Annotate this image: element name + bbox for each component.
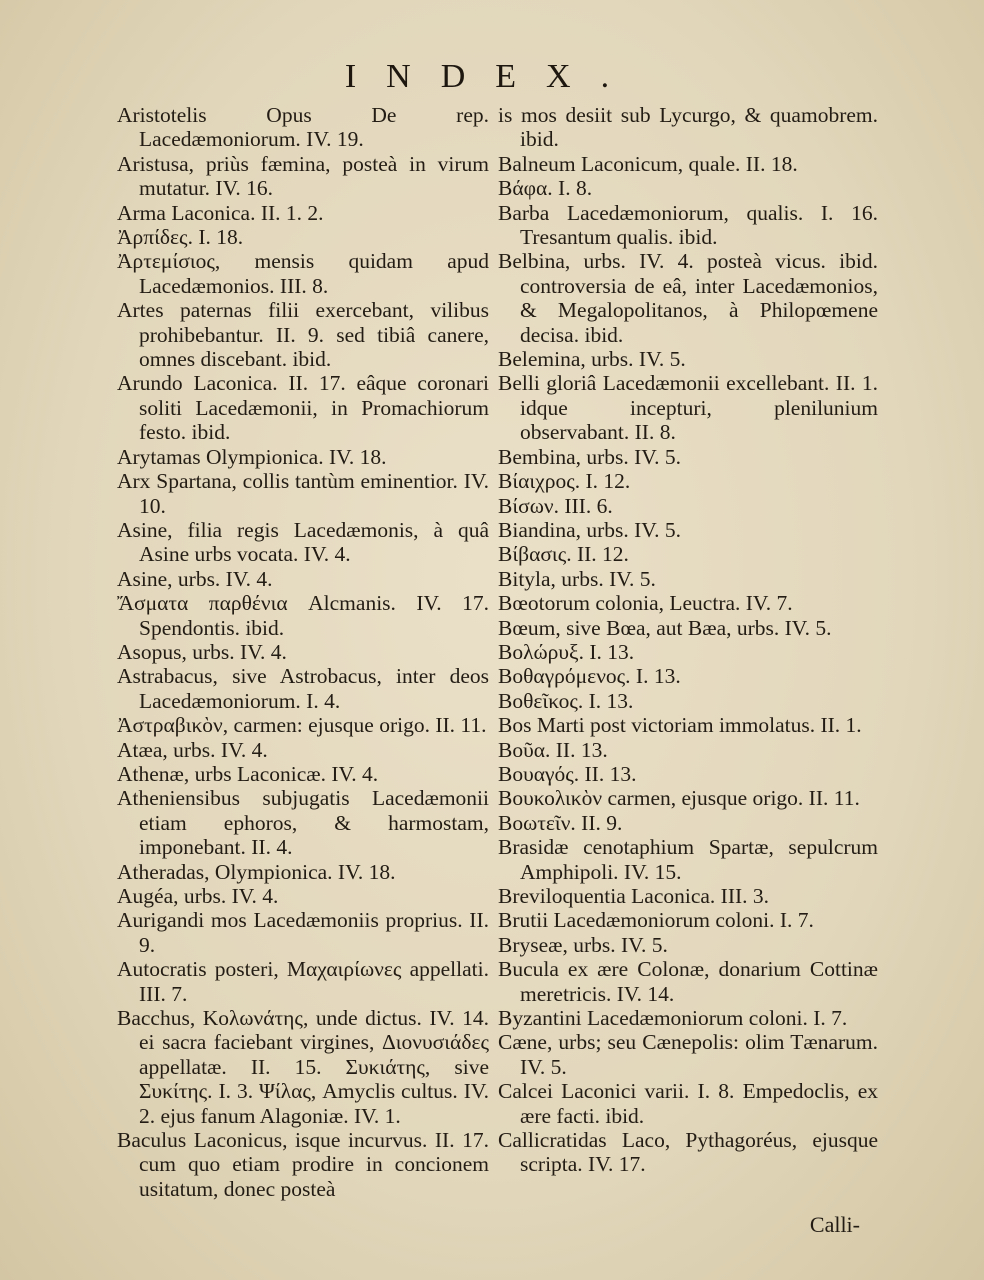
index-entry: Βουκολικὸν carmen, ejusque origo. II. 11.: [498, 786, 860, 811]
index-entry: Atæa, urbs. IV. 4.: [117, 737, 268, 762]
index-entry: Βολώρυξ. I. 13.: [498, 639, 635, 664]
index-entry: Βάφα. I. 8.: [498, 176, 593, 201]
index-entry: Calcei Laconici varii. I. 8. Empedoclis, ex ære facti. ibid.: [498, 1079, 878, 1128]
index-entry: Ἀρπίδες. I. 18.: [117, 225, 244, 250]
index-entry: Ἄσματα παρθένια Alcmanis. IV. 17. Spendontis. ibid.: [117, 591, 489, 640]
index-entry: Autocratis posteri, Μαχαιρίωνες appellati. III. 7.: [117, 957, 489, 1006]
index-entry: Βίσων. III. 6.: [498, 493, 613, 518]
index-entry: Aristotelis Opus De rep. Lacedæmoniorum. IV. 19.: [117, 103, 489, 152]
index-entry: Βοωτεῖν. II. 9.: [498, 810, 623, 835]
index-entry: Barba Lacedæmoniorum, qualis. I. 16. Tresantum qualis. ibid.: [498, 200, 878, 250]
index-entry: Arundo Laconica. II. 17. eâque coronari soliti Lacedæmonii, in Promachiorum festo. ibid.: [117, 371, 489, 445]
index-entry: Βίβασις. II. 12.: [498, 542, 629, 567]
index-column-right: [498, 103, 878, 1177]
index-entry: Ἀρτεμίσιος, mensis quidam apud Lacedæmonios. III. 8.: [117, 249, 489, 298]
index-entry: Brasidæ cenotaphium Spartæ, sepulcrum Amphipoli. IV. 15.: [498, 835, 878, 884]
index-entry: Βοθεῖκος. I. 13.: [498, 688, 634, 713]
index-entry: Asopus, urbs. IV. 4.: [117, 639, 287, 664]
index-entry: Asine, filia regis Lacedæmonis, à quâ Asine urbs vocata. IV. 4.: [117, 517, 489, 567]
index-entry: Astrabacus, sive Astrobacus, inter deos Lacedæmoniorum. I. 4.: [117, 664, 489, 713]
index-entry: Bityla, urbs. IV. 5.: [498, 566, 656, 591]
index-entry: Cæne, urbs; seu Cænepolis: olim Tænarum. IV. 5.: [498, 1030, 878, 1079]
index-entry: Aurigandi mos Lacedæmoniis proprius. II. 9.: [117, 908, 489, 957]
index-entry: Bucula ex ære Colonæ, donarium Cottinæ meretricis. IV. 14.: [498, 957, 878, 1006]
index-entry: Aristusa, priùs fæmina, posteà in virum mutatur. IV. 16.: [117, 151, 489, 201]
index-entry: Belemina, urbs. IV. 5.: [498, 347, 686, 372]
index-entry: Arx Spartana, collis tantùm eminentior. IV. 10.: [117, 469, 489, 518]
index-entry: Bembina, urbs. IV. 5.: [498, 444, 681, 469]
index-entry: Bryseæ, urbs. IV. 5.: [498, 932, 668, 957]
index-entry: Callicratidas Laco, Pythagoréus, ejusque scripta. IV. 17.: [498, 1128, 878, 1177]
index-entry: Artes paternas filii exercebant, vilibus prohibebantur. II. 9. sed tibiâ canere, omnes discebant. ibid.: [117, 298, 489, 372]
index-entry: Arma Laconica. II. 1. 2.: [117, 200, 324, 225]
index-entry: Bœotorum colonia, Leuctra. IV. 7.: [498, 591, 793, 616]
index-entry: Asine, urbs. IV. 4.: [117, 566, 273, 591]
index-entry: Bœum, sive Bœa, aut Bæa, urbs. IV. 5.: [498, 615, 832, 640]
index-entry: Baculus Laconicus, isque incurvus. II. 17. cum quo etiam prodire in concionem usitatum, donec posteà: [117, 1128, 489, 1201]
index-entry: Bos Marti post victoriam immolatus. II. 1.: [498, 713, 862, 738]
index-entry: Breviloquentia Laconica. III. 3.: [498, 884, 770, 908]
index-entry: Βοῦα. II. 13.: [498, 737, 608, 762]
index-entry: Βοθαγρόμενος. I. 13.: [498, 664, 681, 689]
page-title: INDEX.: [344, 58, 640, 95]
index-entry: Arytamas Olympionica. IV. 18.: [117, 444, 387, 469]
index-entry: Biandina, urbs. IV. 5.: [498, 517, 681, 542]
index-entry: Atheradas, Olympionica. IV. 18.: [117, 859, 396, 884]
catchword: Calli-: [809, 1212, 860, 1237]
index-entry: Augéa, urbs. IV. 4.: [117, 884, 279, 908]
index-entry: is mos desiit sub Lycurgo, & quamobrem. ibid.: [498, 103, 878, 152]
index-column-left: [117, 103, 489, 1201]
index-entry: Balneum Laconicum, quale. II. 18.: [498, 151, 798, 176]
index-entry: Βουαγός. II. 13.: [498, 761, 637, 786]
index-entry: Brutii Lacedæmoniorum coloni. I. 7.: [498, 908, 814, 933]
index-entry: Belli gloriâ Lacedæmonii excellebant. II. 1. idque incepturi, plenilunium observabant. II. 8.: [498, 371, 878, 445]
index-entry: Athenæ, urbs Laconicæ. IV. 4.: [117, 761, 379, 786]
index-entry: Byzantini Lacedæmoniorum coloni. I. 7.: [498, 1006, 848, 1031]
index-entry: Belbina, urbs. IV. 4. posteà vicus. ibid. controversia de eâ, inter Lacedæmonios, & Megalopolitanos, à Philopœmene decisa. ibid.: [498, 249, 878, 347]
index-entry: Atheniensibus subjugatis Lacedæmonii etiam ephoros, & harmostam, imponebant. II. 4.: [117, 786, 489, 860]
index-entry: Βίαιχρος. I. 12.: [498, 469, 631, 494]
index-entry: Bacchus, Κολωνάτης, unde dictus. IV. 14. ei sacra faciebant virgines, Διονυσιάδες appellatæ. II. 15. Συκιάτης, sive Συκίτης. I. 3. Ψίλας, Amyclis cultus. IV. 2. ejus fanum Alagoniæ. IV. 1.: [117, 1006, 489, 1128]
index-entry: Ἀστραβικὸν, carmen: ejusque origo. II. 11.: [117, 713, 487, 738]
